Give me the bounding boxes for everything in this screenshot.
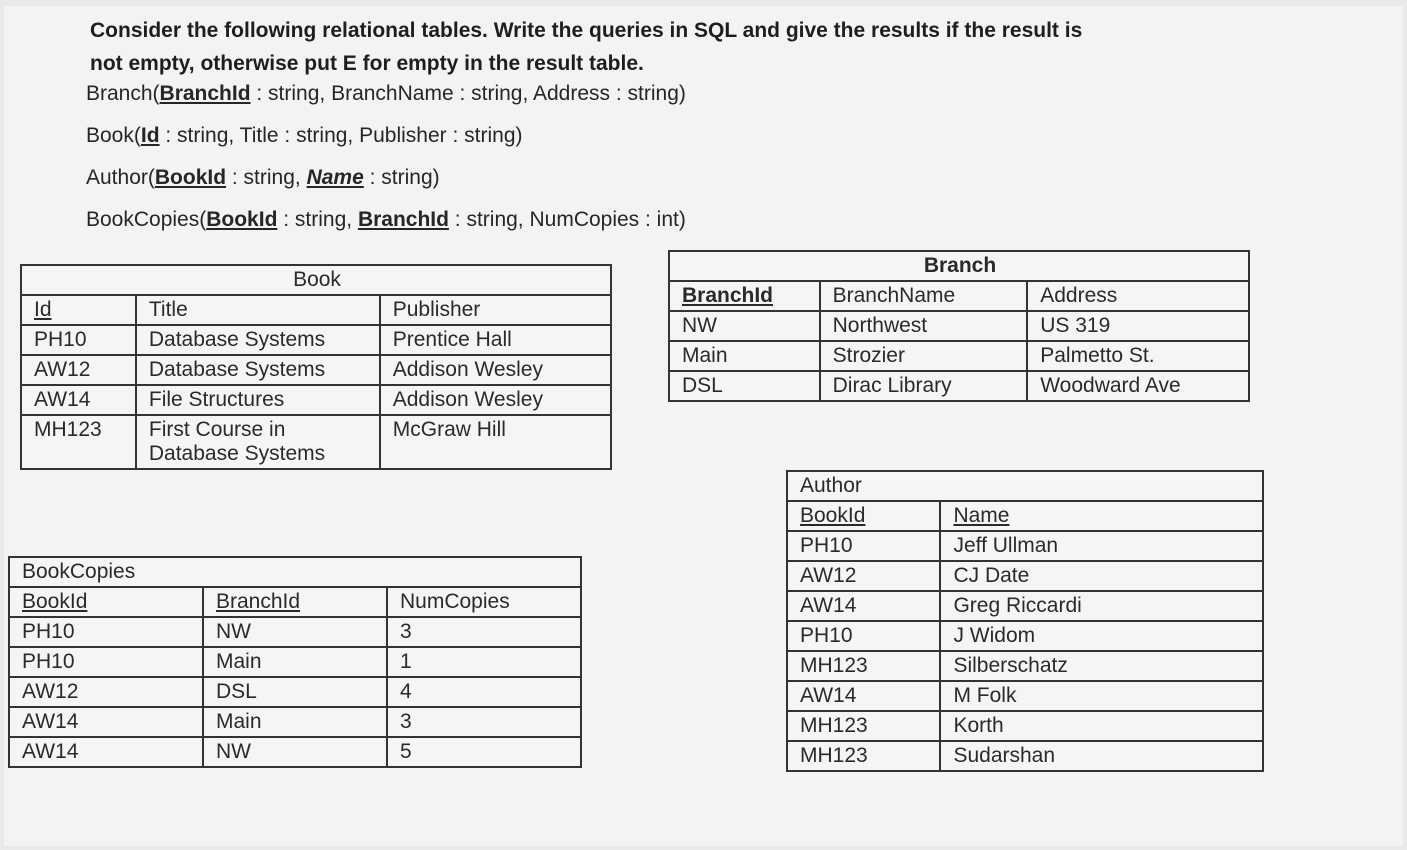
schema-line [86, 208, 686, 232]
table-cell: Prentice Hall [380, 325, 611, 355]
table-cell: File Structures [136, 385, 380, 415]
schema-key-attribute: BookId [206, 208, 278, 231]
table-caption: Branch [669, 251, 1249, 281]
column-header: BookId [787, 501, 940, 531]
table-cell: Sudarshan [940, 741, 1263, 771]
table-cell: PH10 [9, 647, 203, 677]
schema-key-attribute: BranchId [159, 82, 251, 105]
table-cell: 3 [387, 617, 581, 647]
table-cell: AW14 [9, 707, 203, 737]
table-row [669, 311, 1249, 341]
table-cell: PH10 [787, 621, 940, 651]
table-cell: Addison Wesley [380, 385, 611, 415]
table-row [21, 355, 611, 385]
bookcopies-table [8, 556, 582, 768]
table-row [787, 681, 1263, 711]
table-cell: US 319 [1027, 311, 1249, 341]
instructions-line-1: Consider the following relational tables. Write the queries in SQL and give the results if the result is [90, 19, 1083, 42]
branch-table [668, 250, 1250, 402]
table-cell: 5 [387, 737, 581, 767]
table-header-row [21, 295, 611, 325]
table-cell: MH123 [21, 415, 136, 469]
document-page [4, 6, 1403, 846]
schema-key-attribute: Id [140, 124, 160, 147]
table-cell: Main [669, 341, 820, 371]
table-row [21, 415, 611, 469]
table-row [9, 617, 581, 647]
author-table [786, 470, 1264, 772]
schema-line [86, 82, 686, 106]
table-row [9, 737, 581, 767]
table-row [787, 621, 1263, 651]
table-cell: MH123 [787, 711, 940, 741]
table-cell: AW14 [21, 385, 136, 415]
table-row [21, 385, 611, 415]
column-header: Id [21, 295, 136, 325]
table-cell: Main [203, 647, 387, 677]
table-cell: AW14 [787, 591, 940, 621]
table-cell: AW12 [9, 677, 203, 707]
schema-attribute-text: : string) [363, 166, 440, 189]
column-header: Publisher [380, 295, 611, 325]
table-cell: NW [669, 311, 820, 341]
table-cell: DSL [203, 677, 387, 707]
table-cell: PH10 [9, 617, 203, 647]
schema-attribute-text: : string, NumCopies : int) [448, 208, 686, 231]
table-row [21, 325, 611, 355]
table-header-row [669, 281, 1249, 311]
schema-attribute-text: : string, [277, 208, 358, 231]
table-header-row [787, 501, 1263, 531]
schema-key-attribute: BranchId [357, 208, 449, 231]
column-header: Name [940, 501, 1263, 531]
table-cell: Database Systems [136, 355, 380, 385]
table-cell: M Folk [940, 681, 1263, 711]
schema-line [86, 166, 440, 190]
book-table [20, 264, 612, 470]
table-row [787, 591, 1263, 621]
schema-key-attribute: BookId [154, 166, 227, 189]
table-cell: 4 [387, 677, 581, 707]
table-cell: AW12 [21, 355, 136, 385]
table-cell: Greg Riccardi [940, 591, 1263, 621]
table-row [669, 371, 1249, 401]
schema-relation-name: Author( [86, 166, 155, 189]
table-row [669, 341, 1249, 371]
table-cell: Jeff Ullman [940, 531, 1263, 561]
schema-line [86, 124, 523, 148]
column-header: Address [1027, 281, 1249, 311]
table-caption: Book [21, 265, 611, 295]
table-cell: CJ Date [940, 561, 1263, 591]
table-cell: 3 [387, 707, 581, 737]
table-row [9, 677, 581, 707]
column-header: BookId [9, 587, 203, 617]
table-cell: Northwest [820, 311, 1028, 341]
table-cell: Silberschatz [940, 651, 1263, 681]
table-cell: J Widom [940, 621, 1263, 651]
table-cell: Main [203, 707, 387, 737]
schema-relation-name: Branch( [86, 82, 160, 105]
table-cell: Dirac Library [820, 371, 1028, 401]
table-cell: Woodward Ave [1027, 371, 1249, 401]
schema-relation-name: Book( [86, 124, 141, 147]
table-cell: NW [203, 737, 387, 767]
column-header: BranchId [203, 587, 387, 617]
column-header: BranchName [820, 281, 1028, 311]
table-caption: Author [787, 471, 1263, 501]
table-cell: MH123 [787, 741, 940, 771]
instructions-line-2: not empty, otherwise put E for empty in the result table. [90, 52, 644, 75]
column-header: BranchId [669, 281, 820, 311]
table-row [787, 741, 1263, 771]
table-cell: AW14 [9, 737, 203, 767]
table-cell: Strozier [820, 341, 1028, 371]
column-header: NumCopies [387, 587, 581, 617]
table-cell: Korth [940, 711, 1263, 741]
table-cell: PH10 [787, 531, 940, 561]
table-cell: McGraw Hill [380, 415, 611, 469]
table-cell: First Course in Database Systems [136, 415, 380, 469]
schema-key-attribute: Name [306, 166, 364, 189]
table-row [787, 531, 1263, 561]
table-row [787, 711, 1263, 741]
column-header: Title [136, 295, 380, 325]
table-cell: 1 [387, 647, 581, 677]
table-cell: AW14 [787, 681, 940, 711]
schema-attribute-text: : string, Title : string, Publisher : string) [159, 124, 523, 147]
table-row [9, 707, 581, 737]
table-cell: Palmetto St. [1027, 341, 1249, 371]
table-cell: DSL [669, 371, 820, 401]
schema-relation-name: BookCopies( [86, 208, 207, 231]
table-cell: NW [203, 617, 387, 647]
table-header-row [9, 587, 581, 617]
table-row [787, 561, 1263, 591]
schema-attribute-text: : string, [226, 166, 307, 189]
table-cell: MH123 [787, 651, 940, 681]
table-cell: Addison Wesley [380, 355, 611, 385]
table-row [787, 651, 1263, 681]
instructions [90, 14, 1082, 80]
schema-attribute-text: : string, BranchName : string, Address : string) [250, 82, 686, 105]
table-caption: BookCopies [9, 557, 581, 587]
table-cell: AW12 [787, 561, 940, 591]
table-cell: Database Systems [136, 325, 380, 355]
table-row [9, 647, 581, 677]
table-cell: PH10 [21, 325, 136, 355]
